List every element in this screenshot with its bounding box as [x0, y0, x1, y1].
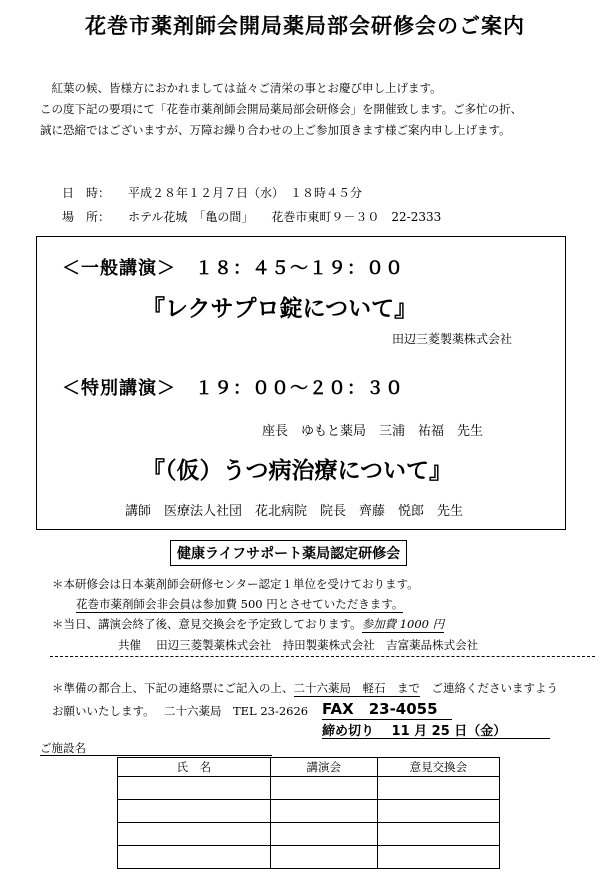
exchange-cell[interactable] [377, 777, 499, 800]
greeting-line-3: 誠に恐縮ではございますが、万障お繰り合わせの上ご参加頂きます様ご案内申し上げます。 [40, 123, 511, 137]
table-row [118, 777, 500, 800]
lecture1-company: 田辺三菱製薬株式会社 [392, 332, 513, 346]
greeting-line-1: 紅葉の候、皆様方におかれましては益々ご清栄の事とお慶び申し上げます。 [40, 81, 442, 95]
contact-line1-post: ご連絡くださいますよう [420, 681, 558, 695]
header-lecture: 講演会 [270, 758, 377, 777]
date-value: 平成２８年１２月７日（水） １８時４５分 [128, 186, 363, 200]
deadline-underline [322, 738, 550, 739]
exchange-cell[interactable] [377, 846, 499, 869]
sponsor-line: 共催 田辺三菱製薬株式会社 持田製薬株式会社 吉富薬品株式会社 [118, 638, 479, 652]
facility-input-line[interactable] [40, 755, 272, 756]
fax-number: FAX 23-4055 [322, 700, 438, 718]
table-row [118, 846, 500, 869]
contact-line2: お願いいたします。 二十六薬局 TEL 23-2626 [52, 704, 309, 718]
contact-line1-pre: ＊準備の都合上、下記の連絡票にご記入の上、 [52, 681, 294, 695]
date-label: 日 時： [62, 186, 111, 200]
lecture2-speaker: 講師 医療法人社団 花北病院 院長 齊藤 悦郎 先生 [125, 504, 464, 519]
lecture-cell[interactable] [270, 823, 377, 846]
facility-label: ご施設名 [40, 741, 86, 755]
cut-line [50, 656, 595, 657]
note-nonmember-fee: 花巻市薬剤師会非会員は参加費 500 円とさせていただきます。 [76, 597, 404, 611]
contact-name: 二十六薬局 軽石 まで [293, 681, 420, 695]
registration-table [117, 757, 500, 869]
place-value: ホテル花城 「亀の間」 花巻市東町９－３０ 22-2333 [128, 210, 442, 224]
lecture-cell[interactable] [270, 800, 377, 823]
table-row [118, 823, 500, 846]
place-label: 場 所： [62, 210, 111, 224]
header-exchange: 意見交換会 [377, 758, 499, 777]
table-row [118, 800, 500, 823]
page-title: 花巻市薬剤師会開局薬局部会研修会のご案内 [85, 13, 525, 38]
certification-badge: 健康ライフサポート薬局認定研修会 [170, 540, 407, 566]
exchange-cell[interactable] [377, 823, 499, 846]
note-exchange: ＊当日、講演会終了後、意見交換会を予定致しております。 [52, 617, 362, 631]
greeting-line-2: この度下記の要項にて「花巻市薬剤師会開局薬局部会研修会」を開催致します。ご多忙の折、 [40, 102, 523, 116]
lecture1-heading: ＜一般講演＞ １８：４５～１９：００ [62, 258, 404, 279]
deadline: 締め切り 11 月 25 日（金） [322, 724, 507, 739]
lecture-cell[interactable] [270, 846, 377, 869]
lecture1-title: 『レクサプロ錠について』 [142, 296, 418, 322]
header-name: 氏 名 [118, 758, 271, 777]
lecture-cell[interactable] [270, 777, 377, 800]
name-cell[interactable] [118, 800, 271, 823]
lecture2-heading: ＜特別講演＞ １９：００～２０：３０ [62, 378, 404, 399]
note-exchange-fee: 参加費 1000 円 [361, 617, 445, 631]
exchange-cell[interactable] [377, 800, 499, 823]
name-cell[interactable] [118, 823, 271, 846]
name-cell[interactable] [118, 777, 271, 800]
name-cell[interactable] [118, 846, 271, 869]
lecture2-title: 『（仮）うつ病治療について』 [142, 458, 453, 484]
lecture2-chair: 座長 ゆもと薬局 三浦 祐福 先生 [262, 424, 484, 439]
note-credit: ＊本研修会は日本薬剤師会研修センター認定１単位を受けております。 [52, 577, 419, 591]
